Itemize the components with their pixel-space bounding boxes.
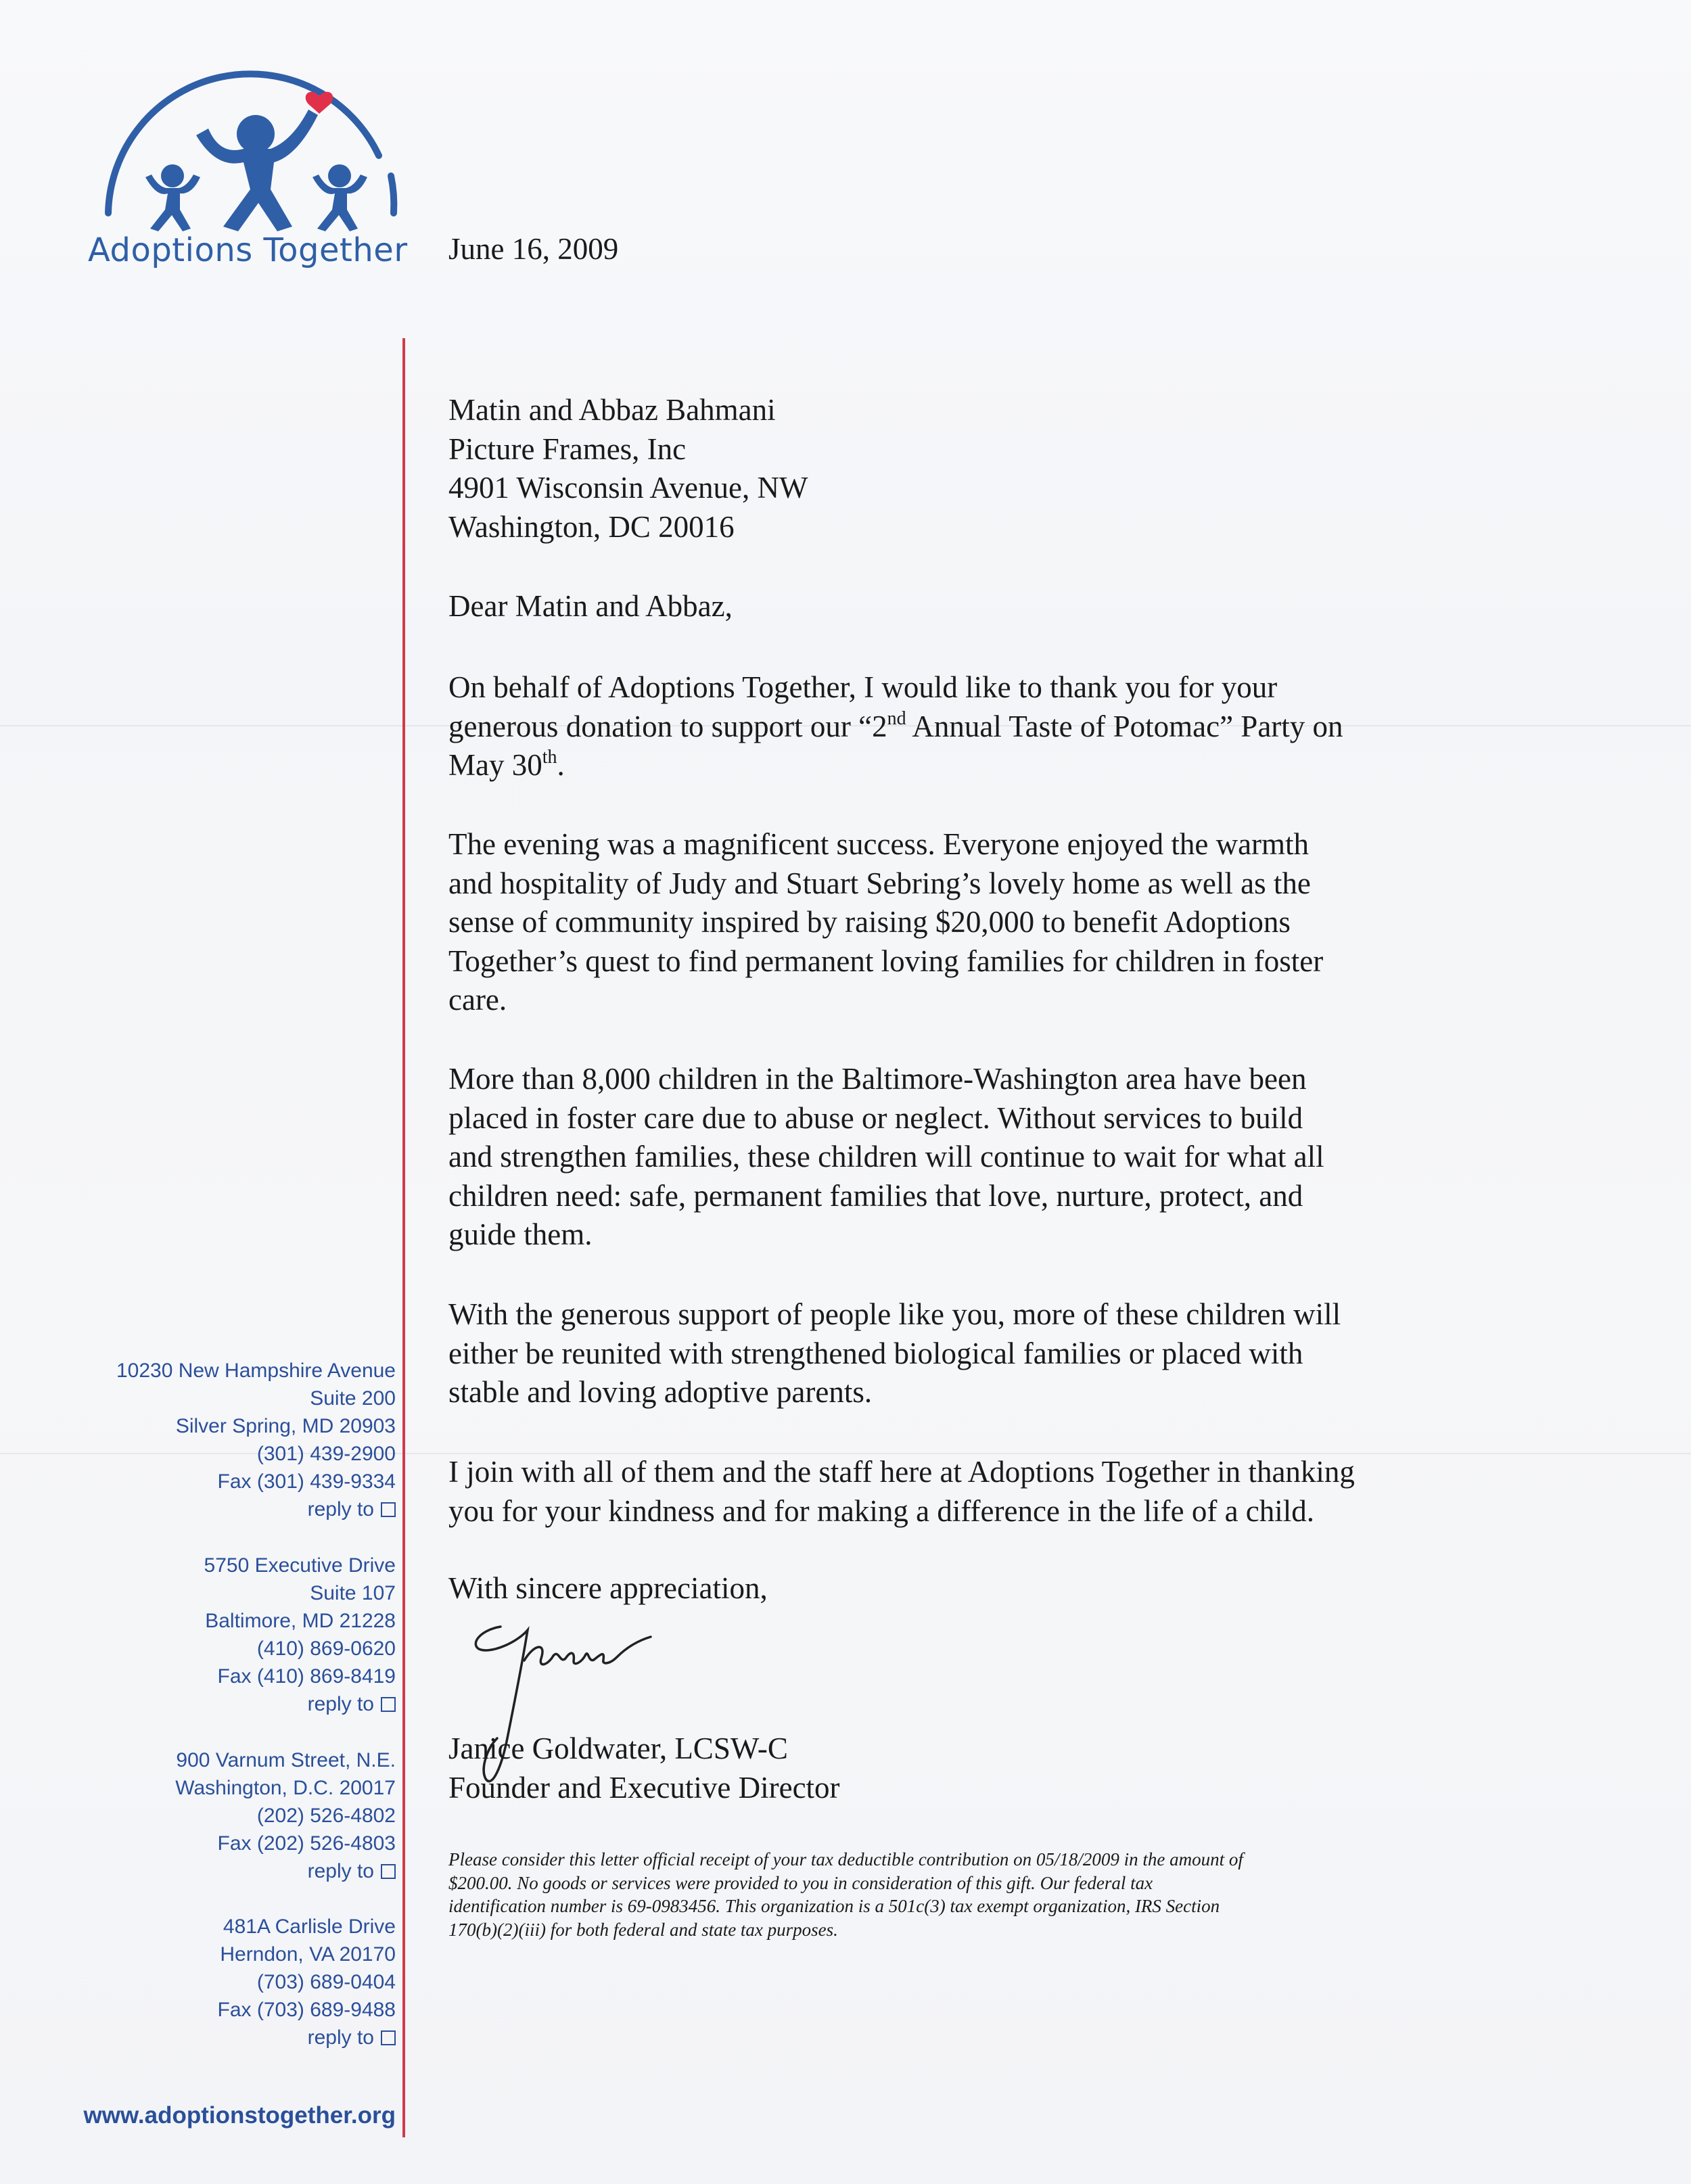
reply-to-label: reply to: [307, 1693, 374, 1715]
reply-to-option: [41, 1690, 396, 1718]
address-line: Washington, D.C. 20017: [175, 1777, 396, 1799]
paragraph-line: More than 8,000 children in the Baltimore-Washington area have been: [448, 1062, 1307, 1096]
line-segment: Annual Taste of Potomac” Party on: [906, 709, 1343, 743]
paragraph-line: With the generous support of people like you, more of these children will: [448, 1297, 1341, 1331]
reply-to-checkbox: [381, 1502, 396, 1517]
salutation-text: Dear Matin and Abbaz,: [448, 589, 733, 623]
footnote-line: Please consider this letter official receipt of your tax deductible contribution on 05/18/2009 in the amount of: [448, 1849, 1243, 1869]
reply-to-checkbox: [381, 1864, 396, 1879]
reply-to-option: [41, 2024, 396, 2051]
ordinal-suffix: th: [542, 747, 557, 768]
signature-block: [448, 1729, 1450, 1807]
ordinal-suffix: nd: [887, 707, 906, 729]
office-address: [41, 1357, 396, 1523]
logo-wordmark: Adoptions Together: [88, 231, 408, 269]
signer-title: Founder and Executive Director: [448, 1770, 840, 1805]
paragraph-3: [448, 1060, 1450, 1255]
paragraph-line: On behalf of Adoptions Together, I would like to thank you for your: [448, 670, 1278, 704]
reply-to-checkbox: [381, 1697, 396, 1712]
website-link[interactable]: www.adoptionstogether.org: [83, 2102, 396, 2129]
paragraph-line: either be reunited with strengthened biological families or placed with: [448, 1336, 1303, 1370]
paragraph-line: sense of community inspired by raising $20,000 to benefit Adoptions: [448, 905, 1291, 939]
fax-number: Fax (703) 689-9488: [217, 1999, 396, 2021]
footnote-line: $200.00. No goods or services were provided to you in consideration of this gift. Our federal tax: [448, 1872, 1153, 1893]
fax-number: Fax (202) 526-4803: [217, 1832, 396, 1855]
paragraph-5: [448, 1453, 1450, 1531]
footnote-line: identification number is 69-0983456. This organization is a 501c(3) tax exempt organization, IRS Section: [448, 1896, 1220, 1916]
paragraph-line: I join with all of them and the staff here at Adoptions Together in thanking: [448, 1455, 1355, 1489]
line-segment: .: [557, 748, 565, 782]
salutation: [448, 587, 1450, 626]
recipient-line: Matin and Abbaz Bahmani: [448, 393, 776, 427]
address-line: 5750 Executive Drive: [204, 1554, 396, 1577]
paragraph-line: Together’s quest to find permanent loving families for children in foster: [448, 944, 1324, 978]
footnote-line: 170(b)(2)(iii) for both federal and state tax purposes.: [448, 1919, 838, 1940]
phone-number: (301) 439-2900: [256, 1443, 396, 1465]
fax-number: Fax (301) 439-9334: [217, 1470, 396, 1493]
paragraph-2: [448, 825, 1450, 1020]
phone-number: (703) 689-0404: [256, 1971, 396, 1993]
reply-to-option: [41, 1857, 396, 1885]
paragraph-line: and hospitality of Judy and Stuart Sebring’s lovely home as well as the: [448, 866, 1311, 900]
office-address: [41, 1746, 396, 1885]
office-address: [41, 1913, 396, 2051]
office-address: [41, 1552, 396, 1718]
closing: [448, 1569, 1450, 1608]
paragraph-line: and strengthen families, these children will continue to wait for what all: [448, 1140, 1324, 1174]
fax-number: Fax (410) 869-8419: [217, 1665, 396, 1688]
address-line: Suite 200: [310, 1387, 396, 1410]
recipient-line: Washington, DC 20016: [448, 509, 735, 544]
reply-to-label: reply to: [307, 1860, 374, 1882]
logo-graphic: [81, 54, 419, 237]
paragraph-line: stable and loving adoptive parents.: [448, 1375, 873, 1409]
reply-to-option: [41, 1495, 396, 1523]
recipient-address: [448, 391, 1450, 547]
closing-text: With sincere appreciation,: [448, 1571, 768, 1605]
reply-to-checkbox: [381, 2030, 396, 2045]
paragraph-1: [448, 668, 1450, 785]
address-line: Silver Spring, MD 20903: [175, 1415, 396, 1437]
tax-receipt-note: [448, 1848, 1443, 1941]
paragraph-line: The evening was a magnificent success. Everyone enjoyed the warmth: [448, 827, 1310, 861]
recipient-line: Picture Frames, Inc: [448, 432, 687, 466]
organization-logo: [81, 54, 419, 277]
address-line: Suite 107: [310, 1582, 396, 1604]
paragraph-line: you for your kindness and for making a difference in the life of a child.: [448, 1493, 1315, 1528]
line-segment: generous donation to support our “2: [448, 709, 887, 743]
phone-number: (202) 526-4802: [256, 1805, 396, 1827]
recipient-line: 4901 Wisconsin Avenue, NW: [448, 471, 808, 505]
paragraph-line: [448, 746, 1450, 785]
paragraph-line: children need: safe, permanent families that love, nurture, protect, and: [448, 1178, 1303, 1213]
reply-to-label: reply to: [307, 1498, 374, 1520]
paragraph-line: placed in foster care due to abuse or neglect. Without services to build: [448, 1100, 1303, 1135]
line-segment: May 30: [448, 748, 542, 782]
address-line: 481A Carlisle Drive: [223, 1915, 396, 1938]
address-line: Baltimore, MD 21228: [205, 1610, 396, 1632]
paragraph-line: [448, 707, 1450, 747]
address-line: Herndon, VA 20170: [220, 1943, 396, 1966]
phone-number: (410) 869-0620: [256, 1637, 396, 1660]
reply-to-label: reply to: [307, 2026, 374, 2049]
address-line: 900 Varnum Street, N.E.: [176, 1749, 396, 1771]
signer-name: Janice Goldwater, LCSW-C: [448, 1732, 788, 1765]
paragraph-4: [448, 1295, 1450, 1412]
margin-rule: [402, 338, 405, 2137]
address-line: 10230 New Hampshire Avenue: [116, 1360, 396, 1382]
paragraph-line: care.: [448, 983, 507, 1017]
paragraph-line: guide them.: [448, 1217, 593, 1251]
letter-date: June 16, 2009: [448, 232, 619, 266]
